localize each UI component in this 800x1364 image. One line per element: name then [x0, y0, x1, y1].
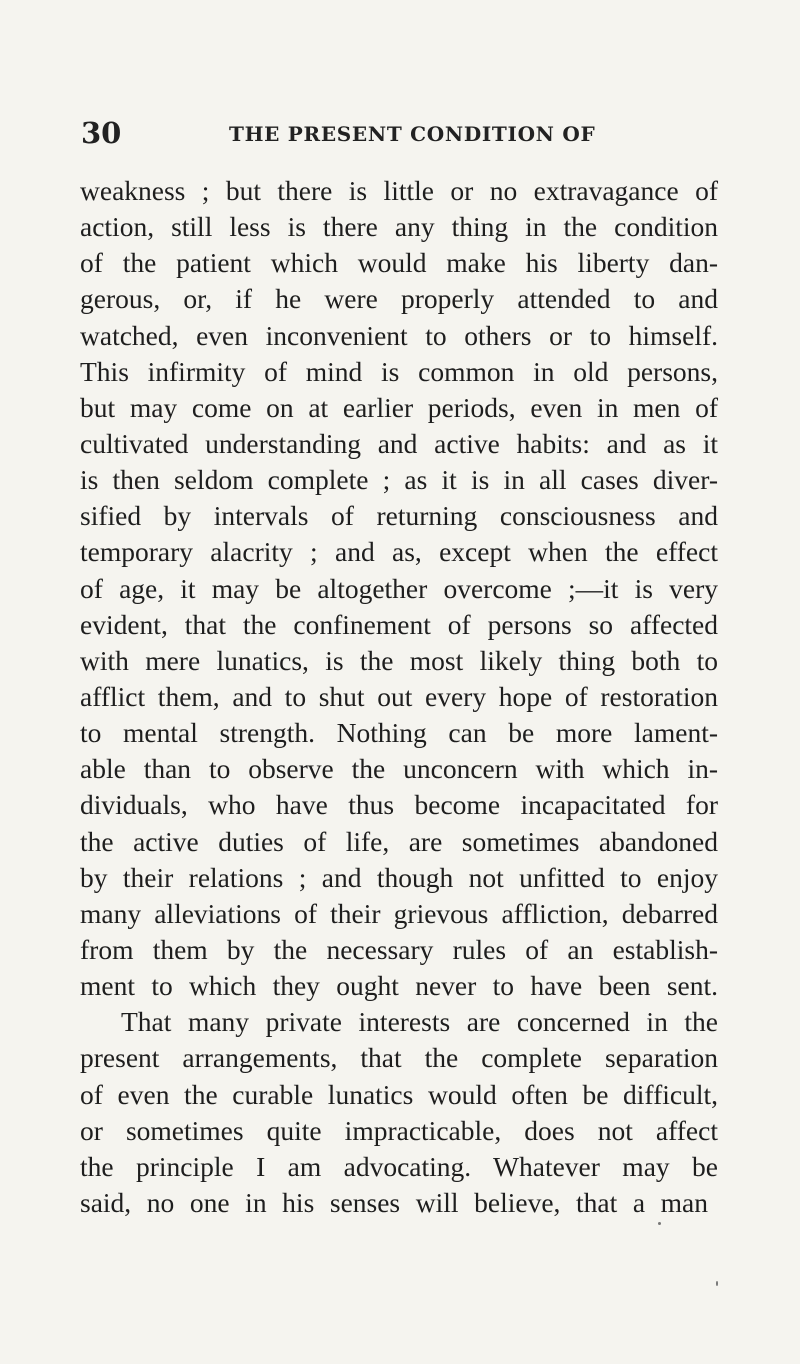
text-line: sified by intervals of returning consciousness and	[80, 500, 718, 532]
text-line: to mental strength. Nothing can be more lament-	[80, 717, 718, 749]
paper-speck	[716, 1281, 718, 1286]
text-line: able than to observe the unconcern with which in-	[80, 753, 718, 785]
text-line: with mere lunatics, is the most likely thing both to	[80, 644, 718, 676]
page-number: 30	[81, 116, 122, 150]
text-line: ment to which they ought never to have been sent.	[80, 970, 718, 1002]
text-line: This infirmity of mind is common in old persons,	[80, 355, 718, 387]
text-line: cultivated understanding and active habits: and as it	[80, 427, 718, 459]
text-line: or sometimes quite impracticable, does not affect	[80, 1114, 718, 1146]
text-line: of the patient which would make his liberty dan-	[80, 247, 718, 279]
text-line: but may come on at earlier periods, even in men of	[80, 391, 718, 423]
text-line: weakness ; but there is little or no extravagance of	[80, 175, 718, 206]
paragraph-first-line: That many private interests are concerned in the	[121, 1006, 718, 1038]
text-line: the active duties of life, are sometimes abandoned	[80, 825, 718, 857]
text-line: action, still less is there any thing in the condition	[80, 211, 718, 243]
page-header	[81, 118, 721, 148]
text-line: of even the curable lunatics would often be difficult,	[80, 1078, 718, 1110]
text-line: said, no one in his senses will believe, that a man	[80, 1186, 708, 1218]
text-line: by their relations ; and though not unfitted to enjoy	[80, 861, 718, 893]
text-line: many alleviations of their grievous affliction, debarred	[80, 897, 718, 929]
body-text	[80, 173, 718, 1221]
running-head: THE PRESENT CONDITION OF	[229, 122, 596, 146]
text-line: watched, even inconvenient to others or to himself.	[80, 319, 718, 351]
text-line: dividuals, who have thus become incapacitated for	[80, 789, 718, 821]
text-line: is then seldom complete ; as it is in all cases diver-	[80, 464, 718, 496]
text-line: gerous, or, if he were properly attended to and	[80, 283, 718, 315]
text-line: evident, that the confinement of persons so affected	[80, 608, 718, 640]
text-line: temporary alacrity ; and as, except when the effect	[80, 536, 718, 568]
text-line: afflict them, and to shut out every hope of restoration	[80, 680, 718, 712]
text-line: present arrangements, that the complete separation	[80, 1042, 718, 1074]
paper-speck	[658, 1222, 661, 1225]
text-line: the principle I am advocating. Whatever may be	[80, 1150, 718, 1182]
text-line: of age, it may be altogether overcome ;—it is very	[80, 572, 718, 604]
text-line: from them by the necessary rules of an establish-	[80, 933, 718, 965]
